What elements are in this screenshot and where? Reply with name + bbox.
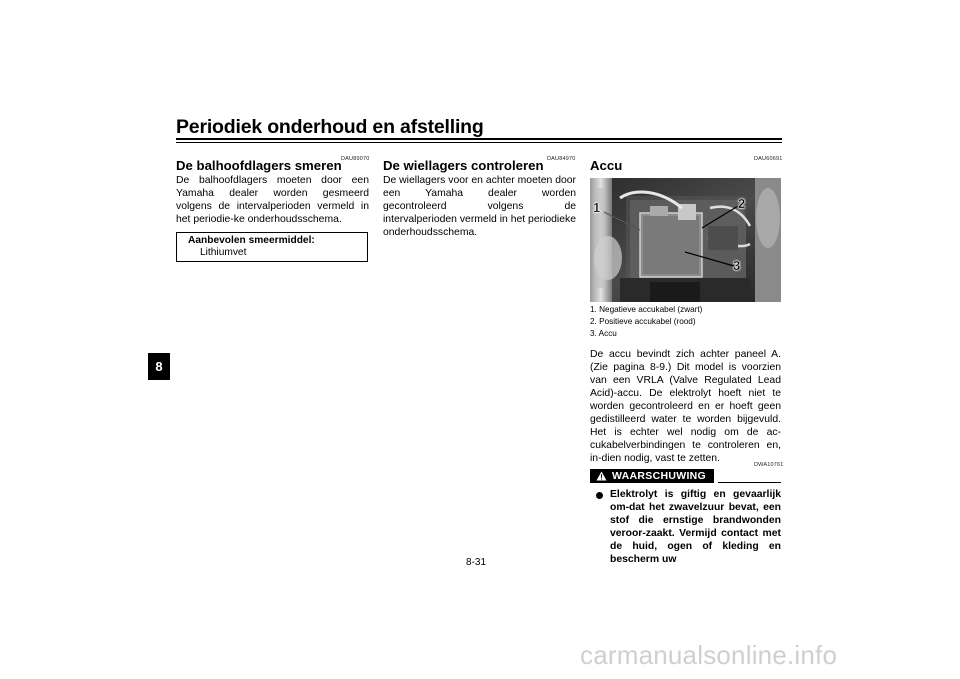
section-code-battery: DAU60691: [754, 156, 783, 162]
battery-photo-illustration: [590, 178, 781, 302]
warning-triangle-icon: [596, 471, 607, 481]
header-rule-thin: [176, 142, 782, 143]
callout-3: 3: [733, 258, 741, 273]
chapter-number: 8: [155, 359, 163, 374]
battery-photo: [590, 178, 781, 302]
lubricant-box-title: Aanbevolen smeermiddel:: [188, 235, 315, 246]
callout-2: 2: [738, 196, 746, 211]
caption-2: 2. Positieve accukabel (rood): [590, 317, 696, 326]
lubricant-box-value: Lithiumvet: [200, 247, 247, 258]
header-rule: [176, 138, 782, 140]
page-number: 8-31: [466, 557, 487, 568]
callout-1: 1: [593, 200, 601, 215]
warning-code: DWA10761: [754, 462, 784, 468]
watermark: carmanualsonline.info: [580, 640, 838, 670]
paragraph-battery: De accu bevindt zich achter paneel A. (Zie pagina 8-9.) Dit model is voorzien van een VRLA (Valve Regulated Lead Acid)-accu. De elektrolyt hoeft niet te worden gecontroleerd en er hoeft geen gedistilleerd water te worden bijgevuld. Het is echter wel nodig om de ac-cukabelverbindingen te controleren en, in-dien nodig, vast te zetten.: [590, 349, 781, 464]
heading-steering-bearings: De balhoofdlagers smeren: [176, 158, 342, 173]
section-code-wheel-bearings: DAU84970: [547, 156, 576, 162]
warning-bullet-text: Elektrolyt is giftig en gevaarlijk om-dat het zwavelzuur bevat, een stof die ernstige brandwonden veroor-zaakt. Vermijd contact met de huid, ogen of kleding en bescherm uw: [610, 489, 781, 565]
warning-badge: [590, 469, 714, 483]
paragraph-steering-bearings: De balhoofdlagers moeten door een Yamaha dealer worden gesmeerd volgens de intervalperioden vermeld in het periodie-ke onderhoudsschema.: [176, 175, 369, 225]
chapter-tab[interactable]: [148, 353, 170, 380]
caption-3: 3. Accu: [590, 329, 617, 338]
paragraph-wheel-bearings: De wiellagers voor en achter moeten door een Yamaha dealer worden gecontroleerd volgens de intervalperioden vermeld in het periodieke onderhoudsschema.: [383, 175, 576, 238]
warning-rule: [718, 482, 781, 483]
heading-wheel-bearings: De wiellagers controleren: [383, 158, 544, 173]
heading-battery: Accu: [590, 158, 623, 173]
bullet-dot-icon: [596, 492, 603, 499]
caption-1: 1. Negatieve accukabel (zwart): [590, 305, 703, 314]
section-code-steering-bearings: DAU89070: [341, 156, 370, 162]
lubricant-box: [176, 232, 368, 262]
page-header-title: Periodiek onderhoud en afstelling: [176, 116, 484, 138]
warning-label: WAARSCHUWING: [612, 470, 707, 482]
